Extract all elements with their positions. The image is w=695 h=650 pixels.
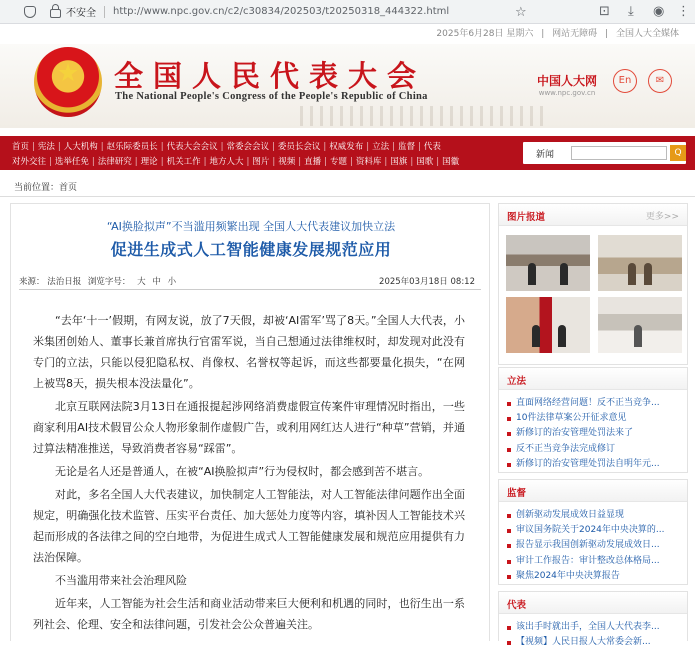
nav-separator: | bbox=[160, 157, 164, 167]
nav-item[interactable]: 权威发布 bbox=[329, 142, 364, 152]
nav-item[interactable]: 选举任免 bbox=[54, 157, 89, 167]
english-version-button[interactable]: En bbox=[613, 69, 637, 93]
list-item[interactable]: 审计工作报告：审计整改总体格局... bbox=[507, 554, 681, 569]
picture-report-header bbox=[499, 204, 687, 226]
security-label[interactable]: 不安全 bbox=[66, 8, 96, 19]
list-item[interactable]: 【视频】人民日报人大常委会新... bbox=[507, 635, 681, 650]
deputies-title[interactable]: 代表 bbox=[507, 600, 527, 611]
nav-separator: | bbox=[366, 142, 370, 152]
legislation-title[interactable]: 立法 bbox=[507, 376, 527, 387]
nav-item[interactable]: 机关工作 bbox=[166, 157, 201, 167]
nav-item[interactable]: 首页 bbox=[12, 142, 30, 152]
deputies-list bbox=[499, 614, 687, 650]
search-category[interactable]: 新闻 bbox=[536, 150, 555, 160]
nav-separator: | bbox=[32, 142, 35, 152]
lock-icon[interactable] bbox=[50, 9, 61, 18]
font-small-button[interactable]: 小 bbox=[167, 277, 177, 287]
nav-item[interactable]: 人大机构 bbox=[63, 142, 98, 152]
deputies-header bbox=[499, 592, 687, 614]
nav-item[interactable]: 理论 bbox=[140, 157, 158, 167]
npc-logo[interactable] bbox=[534, 72, 600, 97]
nav-separator: | bbox=[436, 157, 440, 167]
article-headline: 促进生成式人工智能健康发展规范应用 bbox=[110, 240, 392, 259]
deputies-box bbox=[498, 591, 688, 648]
nav-separator: | bbox=[134, 157, 138, 167]
nav-item[interactable]: 资料库 bbox=[355, 157, 382, 167]
nav-item[interactable]: 国徽 bbox=[442, 157, 460, 167]
bookmark-star-icon[interactable]: ☆ bbox=[515, 5, 527, 20]
url-field[interactable]: http://www.npc.gov.cn/c2/c30834/202503/t20250318_444322.html bbox=[113, 6, 450, 17]
article-paragraph: 北京互联网法院3月13日在通报提起涉网络消费虚假宣传案件审理情况时指出，一些商家利用AI技术假冒公众人物形象制作虚假广告，或利用网红达人进行“种草”营销，并通过算法精准推送，导致消费者容易“踩雷”。 bbox=[33, 400, 465, 455]
nav-item[interactable]: 国旗 bbox=[390, 157, 408, 167]
supervision-box bbox=[498, 479, 688, 585]
list-item[interactable]: 新修订的治安管理处罚法自明年元... bbox=[507, 457, 681, 472]
nav-separator: | bbox=[323, 142, 327, 152]
nav-item[interactable]: 监督 bbox=[398, 142, 416, 152]
nav-separator: | bbox=[392, 142, 396, 152]
divider bbox=[0, 196, 695, 197]
search-input[interactable] bbox=[571, 146, 667, 160]
top-links: 2025年6月28日 星期六 | 网站无障碍 | 全国人大全媒体 bbox=[436, 29, 679, 39]
list-item[interactable]: 审议国务院关于2024年中央决算的... bbox=[507, 523, 681, 538]
font-medium-button[interactable]: 中 bbox=[152, 277, 161, 287]
supervision-title[interactable]: 监督 bbox=[507, 488, 527, 499]
search-box bbox=[523, 142, 686, 164]
nav-item[interactable]: 直播 bbox=[304, 157, 322, 167]
nav-separator: | bbox=[57, 142, 61, 152]
nav-separator: | bbox=[49, 157, 52, 167]
list-item[interactable]: 该出手时就出手，全国人大代表李... bbox=[507, 620, 681, 635]
media-link[interactable]: 全国人大全媒体 bbox=[615, 29, 679, 39]
menu-icon[interactable]: ⋮ bbox=[677, 4, 690, 19]
nav-item[interactable]: 委员长会议 bbox=[277, 142, 321, 152]
nav-item[interactable]: 对外交往 bbox=[12, 157, 47, 167]
legislation-box bbox=[498, 367, 688, 473]
article-paragraph: 无论是名人还是普通人，在被“AI换脸拟声”行为侵权时，都会感到苦不堪言。 bbox=[55, 465, 430, 478]
browser-address-bar bbox=[0, 0, 695, 24]
list-item[interactable]: 新修订的治安管理处罚法来了 bbox=[507, 426, 681, 441]
shield-icon[interactable] bbox=[24, 6, 36, 18]
nav-separator: | bbox=[91, 157, 95, 167]
extension-icon[interactable]: ⊡ bbox=[599, 4, 610, 19]
search-button[interactable]: Q bbox=[670, 145, 686, 161]
site-subtitle: The National People's Congress of the People's Republic of China bbox=[115, 91, 428, 102]
nav-item[interactable]: 视频 bbox=[278, 157, 296, 167]
nav-item[interactable]: 图片 bbox=[252, 157, 270, 167]
nav-item[interactable]: 法律研究 bbox=[97, 157, 132, 167]
article-body bbox=[33, 310, 465, 637]
nav-item[interactable]: 常委会会议 bbox=[226, 142, 269, 152]
article-subheading: 不当滥用带来社会治理风险 bbox=[55, 574, 187, 587]
breadcrumb-home[interactable]: 首页 bbox=[59, 183, 78, 193]
nav-row-2 bbox=[12, 155, 462, 167]
npc-logo-en: www.npc.gov.cn bbox=[538, 89, 596, 97]
nav-separator: | bbox=[272, 157, 276, 167]
list-item[interactable]: 10件法律草案公开征求意见 bbox=[507, 411, 681, 426]
nav-separator: | bbox=[203, 157, 207, 167]
picture-report-title[interactable]: 图片报道 bbox=[507, 212, 546, 223]
nav-item[interactable]: 宪法 bbox=[37, 142, 55, 152]
nav-row-1 bbox=[12, 140, 444, 152]
nav-item[interactable]: 立法 bbox=[372, 142, 390, 152]
nav-separator: | bbox=[418, 142, 421, 152]
supervision-header bbox=[499, 480, 687, 502]
divider bbox=[104, 6, 105, 18]
list-item[interactable]: 反不正当竞争法完成修订 bbox=[507, 442, 681, 457]
nav-separator: | bbox=[350, 157, 353, 167]
supervision-list bbox=[499, 502, 687, 584]
site-header bbox=[0, 44, 695, 128]
nav-item[interactable]: 代表大会会议 bbox=[166, 142, 218, 152]
mail-icon[interactable]: ✉ bbox=[648, 69, 672, 93]
nav-separator: | bbox=[410, 157, 414, 167]
legislation-list bbox=[499, 390, 687, 472]
nav-separator: | bbox=[324, 157, 328, 167]
nav-item[interactable]: 赵乐际委员长 bbox=[106, 142, 158, 152]
article-kicker: “AI换脸拟声”不当滥用频繁出现 全国人大代表建议加快立法 bbox=[106, 220, 396, 233]
article-meta bbox=[19, 275, 180, 287]
article bbox=[10, 203, 490, 641]
nav-separator: | bbox=[160, 142, 164, 152]
site-title[interactable]: 全国人民代表大会 bbox=[114, 59, 427, 93]
font-large-button[interactable]: 大 bbox=[137, 277, 146, 287]
list-item[interactable]: 报告显示我国创新驱动发展成效日... bbox=[507, 538, 681, 553]
profile-icon[interactable]: ◉ bbox=[653, 4, 665, 19]
nav-item[interactable]: 地方人大 bbox=[209, 157, 244, 167]
nav-separator: | bbox=[220, 142, 224, 152]
building-decoration bbox=[300, 106, 550, 126]
divider bbox=[19, 289, 481, 290]
picture-report-box bbox=[498, 203, 688, 365]
article-paragraph: “去年‘十一’假期，有网友说，放了7天假，却被‘AI雷军’骂了8天。”全国人大代表，小米集团创始人、董事长兼首席执行官雷军说，当自己想通过法律维权时，却发现对此没有专门的立法，只能以侵犯隐私权、肖像权、名誉权等起诉，而这些都要量化损失，“在网上被骂8天，损失根本没法量化”。 bbox=[33, 314, 465, 390]
news-photo[interactable] bbox=[598, 297, 682, 353]
font-size-label: 浏览字号： bbox=[87, 277, 131, 287]
news-photo[interactable] bbox=[506, 297, 590, 353]
download-icon[interactable]: ⤓ bbox=[628, 4, 634, 19]
nav-item[interactable]: 代表 bbox=[423, 142, 441, 152]
article-paragraph: 对此，多名全国人大代表建议，加快制定人工智能法，对人工智能法律问题作出全面规定，明确强化技术监管、压实平台责任、加大惩处力度等内容，填补因人工智能技术兴起而形成的各法律之间的空白地带，为促进生成式人工智能健康发展和规范应用提供有力法治保障。 bbox=[33, 488, 465, 564]
nav-separator: | bbox=[100, 142, 104, 152]
article-paragraph: 近年来，人工智能为社会生活和商业活动带来巨大便利和机遇的同时，也衍生出一系列社会、伦理、安全和法律问题，引发社会公众普遍关注。 bbox=[33, 597, 465, 631]
nav-item[interactable]: 专题 bbox=[330, 157, 348, 167]
list-item[interactable]: 直面网络经营问题！反不正当竞争... bbox=[507, 396, 681, 411]
national-emblem-icon[interactable] bbox=[34, 47, 102, 117]
list-item[interactable]: 聚焦2024年中央决算报告 bbox=[507, 569, 681, 584]
nav-item[interactable]: 国歌 bbox=[416, 157, 434, 167]
breadcrumb bbox=[14, 180, 77, 193]
article-date: 2025年03月18日 08:12 bbox=[379, 277, 475, 287]
npc-logo-cn: 中国人大网 bbox=[536, 74, 597, 88]
nav-separator: | bbox=[384, 157, 388, 167]
nav-separator: | bbox=[246, 157, 250, 167]
more-link[interactable]: 更多>> bbox=[645, 212, 679, 222]
nav-separator: | bbox=[298, 157, 302, 167]
list-item[interactable]: 创新驱动发展成效日益显现 bbox=[507, 508, 681, 523]
legislation-header bbox=[499, 368, 687, 390]
nav-separator: | bbox=[271, 142, 275, 152]
accessible-link[interactable]: 网站无障碍 bbox=[552, 29, 598, 39]
current-date: 2025年6月28日 星期六 bbox=[436, 29, 534, 39]
article-source: 来源： 法治日报 bbox=[19, 277, 82, 287]
news-photo[interactable] bbox=[506, 235, 590, 291]
news-photo[interactable] bbox=[598, 235, 682, 291]
breadcrumb-label: 当前位置： bbox=[14, 183, 60, 193]
